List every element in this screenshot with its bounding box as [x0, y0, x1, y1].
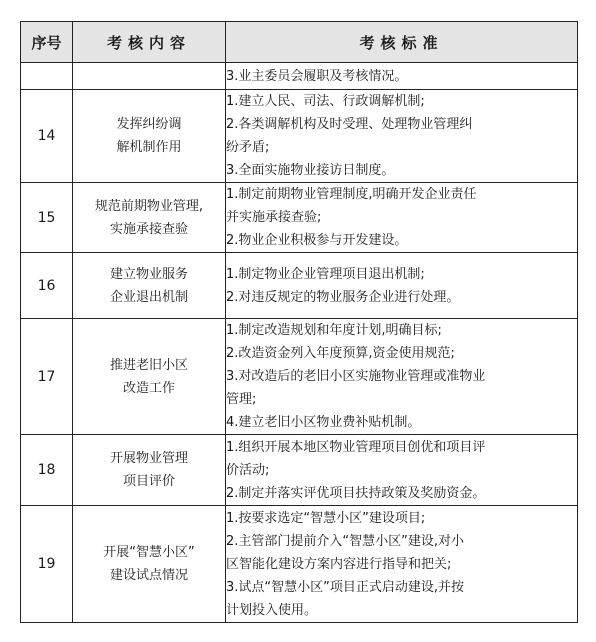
standard-line: 2.各类调解机构及时受理、处理物业管理纠: [226, 117, 473, 132]
row-assessment-standard: [226, 506, 578, 623]
assessment-table-container: [20, 21, 578, 623]
row-assessment-content: [73, 90, 226, 183]
row-serial-number: 14: [21, 90, 73, 183]
content-line: 推进老旧小区: [109, 357, 188, 373]
row-assessment-content: [73, 506, 226, 623]
row-assessment-standard: [226, 183, 578, 253]
row-assessment-content: [73, 183, 226, 253]
header-row: [21, 22, 578, 63]
content-line: 解机制作用: [116, 140, 182, 155]
standard-line: 3.对改造后的老旧小区实施物业管理或准物业: [226, 369, 486, 384]
assessment-table: [20, 21, 578, 623]
standard-line: 2.物业企业积极参与开发建设。: [226, 233, 408, 248]
standard-line: 2.对违反规定的物业服务企业进行处理。: [226, 289, 460, 305]
content-line: 项目评价: [122, 474, 175, 489]
row-assessment-standard: [226, 253, 578, 319]
standard-line: 4.建立老旧小区物业费补贴机制。: [226, 415, 421, 430]
standard-line: 3.全面实施物业接访日制度。: [226, 163, 395, 178]
standard-line: 纷矛盾;: [226, 140, 270, 155]
table-row: [21, 253, 578, 319]
standard-line: 并实施承接查验;: [226, 210, 322, 225]
row-serial-number: 17: [21, 319, 73, 435]
content-line: 企业退出机制: [109, 289, 188, 305]
content-line: 改造工作: [122, 380, 175, 396]
row-serial-number: 18: [21, 435, 73, 506]
standard-line: 计划投入使用。: [226, 602, 318, 618]
row-serial-number: 15: [21, 183, 73, 253]
standard-line: 2.制定并落实评优项目扶持政策及奖励资金。: [226, 485, 486, 501]
standard-line: 价活动;: [226, 462, 270, 478]
standard-line: 3.试点“智慧小区”项目正式启动建设,并按: [226, 579, 465, 595]
header-assessment-content: 考核内容: [73, 22, 226, 63]
row-serial-number: [21, 63, 73, 90]
table-row: [21, 183, 578, 253]
content-line: 实施承接查验: [109, 221, 188, 237]
content-line: 开展“智慧小区”: [103, 545, 195, 560]
standard-line: 3.业主委员会履职及考核情况。: [226, 68, 408, 84]
standard-line: 2.改造资金列入年度预算,资金使用规范;: [226, 346, 455, 361]
table-body: [21, 63, 578, 623]
standard-line: 1.建立人民、司法、行政调解机制;: [226, 94, 425, 109]
row-assessment-content: [73, 253, 226, 319]
content-line: 建设试点情况: [109, 568, 188, 583]
row-assessment-content: [73, 319, 226, 435]
header-serial-number: 序号: [21, 22, 73, 63]
standard-line: 1.制定前期物业管理制度,明确开发企业责任: [226, 187, 477, 202]
row-assessment-content: [73, 435, 226, 506]
table-row: [21, 319, 578, 435]
standard-line: 1.组织开展本地区物业管理项目创优和项目评: [226, 439, 486, 455]
row-serial-number: 19: [21, 506, 73, 623]
table-row: [21, 63, 578, 90]
content-line: 开展物业管理: [109, 451, 188, 466]
header-assessment-standard: 考核标准: [226, 22, 578, 63]
row-assessment-content: [73, 63, 226, 90]
row-assessment-standard: [226, 319, 578, 435]
standard-line: 区智能化建设方案内容进行指导和把关;: [226, 556, 452, 572]
standard-line: 管理;: [226, 392, 257, 407]
standard-line: 1.按要求选定“智慧小区”建设项目;: [226, 510, 426, 526]
row-serial-number: 16: [21, 253, 73, 319]
row-assessment-standard: [226, 435, 578, 506]
table-row: [21, 90, 578, 183]
table-row: [21, 435, 578, 506]
content-line: 规范前期物业管理,: [94, 198, 204, 214]
table-row: [21, 506, 578, 623]
standard-line: 1.制定改造规划和年度计划,明确目标;: [226, 323, 442, 338]
row-assessment-standard: [226, 90, 578, 183]
row-assessment-standard: [226, 63, 578, 90]
content-line: 建立物业服务: [109, 266, 188, 282]
standard-line: 2.主管部门提前介入“智慧小区”建设,对小: [226, 533, 465, 549]
standard-line: 1.制定物业企业管理项目退出机制;: [226, 266, 425, 282]
content-line: 发挥纠纷调: [116, 117, 182, 132]
